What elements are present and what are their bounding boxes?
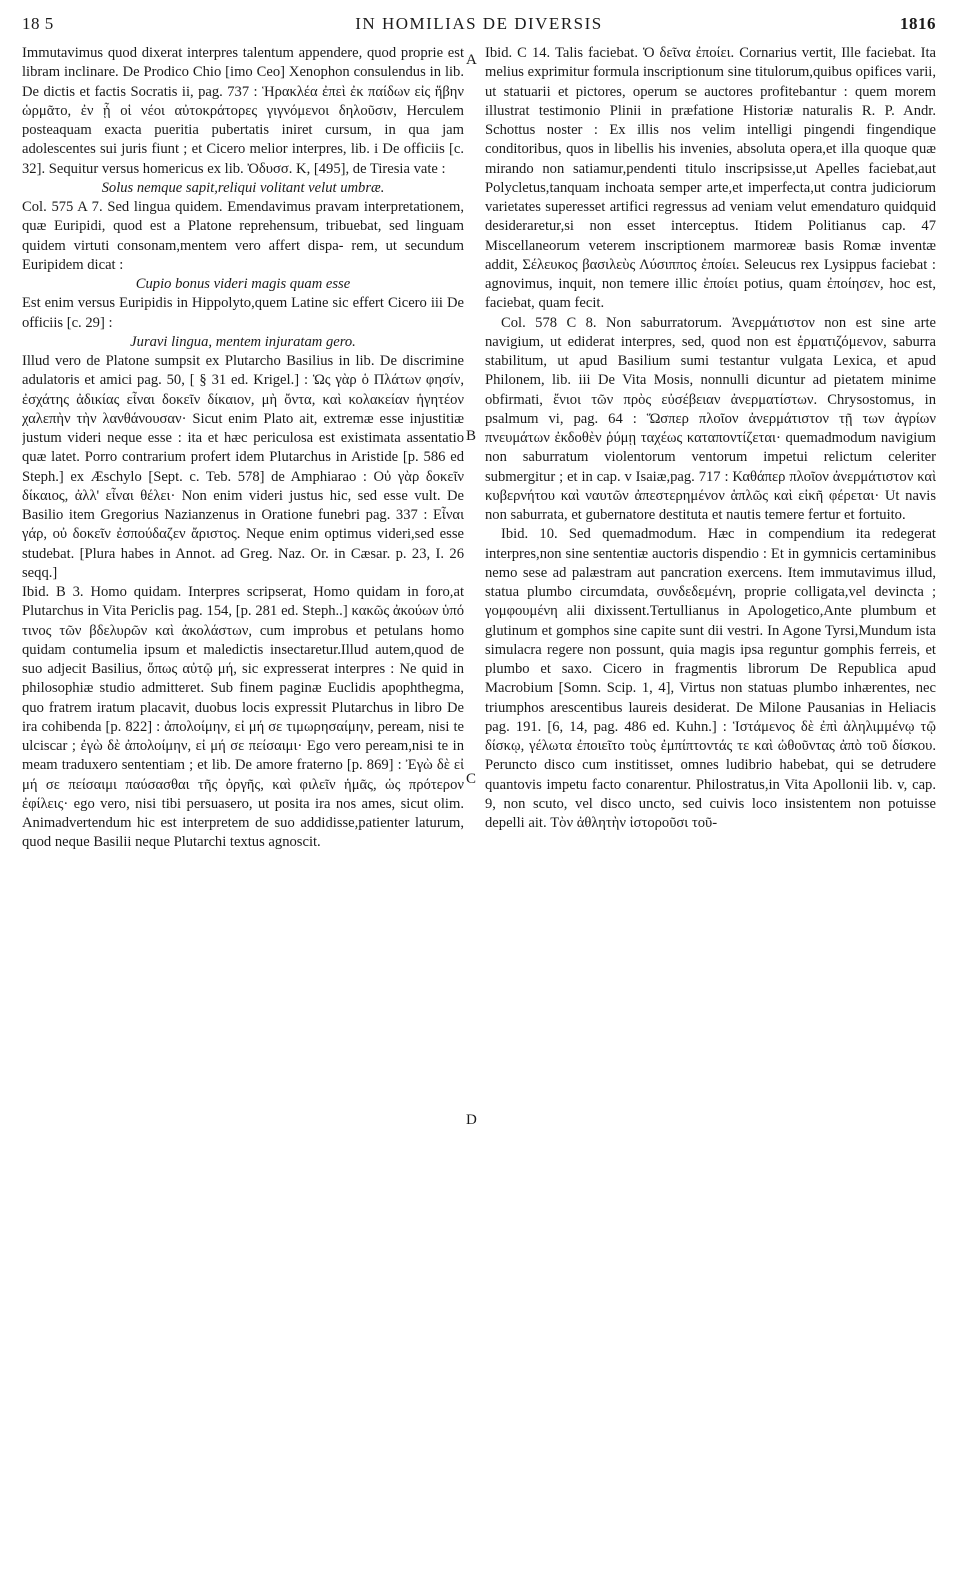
margin-mark-a: A — [466, 52, 477, 68]
paragraph: Col. 575 A 7. Sed lingua quidem. Emendavimus pravam interpretationem, quæ Euripidi, quod est a Platone reprehensum, tribuebat, sed linguam quidem virtuti consonam,mentem vero affert dispa- rem, ut secundum Euripidem dicat : — [22, 199, 464, 273]
paragraph: Col. 578 C 8. Non saburratorum. Ἀνερμάτιστον non est sine arte navigium, ut ediderat interpres, sed, quod non est ἑρματιζόμενον, saburra stabilitum, ut apud Basilium sumi testantur vulgata Lexica, et apud Philonem, lib. iii De Vita Mosis, nonnulli dicuntur ad pietatem minime obfirmati, ἔνιοι τῶν πρὸς εὐσέβειαν ἀνερματίστων. Chrysostomus, in psalmum vi, pag. 64 : Ὥσπερ πλοῖον ἀνερμάτιστον τῇ των ἀγρίων πνευμάτων ἐκδοθὲν ῥύμῃ ταχέως καταποντίζεται· quemadmodum navigium non saburratum violentorum ventorum impetui relictum celeriter submergitur ; et in cap. v Isaiæ,pag. 717 : Καθάπερ πλοῖον ἀνερμάτιστον καὶ κυβερνήτου καὶ ναυτῶν ἀπεστερημένον ἁπλῶς καὶ εἰκῆ φέρεται· Ut navis non saburrata, et gubernatore destituta et nautis temere fertur et fortuito. — [485, 314, 936, 523]
column-number: 1816 — [900, 14, 936, 33]
paragraph: Ibid. C 14. Talis faciebat. Ὁ δεῖνα ἐποίει. Cornarius vertit, Ille faciebat. Ita melius exprimitur formula inscriptionum sine titulorum,quibus opifices varii, ut statuarii et pictores, operum se auctores profitebantur : quem morem illustrat testimonio Plinii in præfatione Historiæ naturalis R. P. Andr. Schottus noster : Ex illis nos velim intelligi pingendi fingendique conditoribus, quos in libellis his invenies, absoluta opera,et illa quoque quæ mirando non satiamur,pendenti titulo inscripsisse,ut Apelles faciebat,aut Polycletus,tanquam inchoata semper arte,et imperfecta,ut contra judiciorum varietates superesset artifici regressus ad veniam velut emendaturo quidquid desideraretur,si non esset interceptus. Itidem Politianus cap. 47 Miscellaneorum veterem inscriptionem marmoreæ basis Romæ inventæ addit, Σέλευκος βασιλεὺς Λύσιππος ἐποίει. Seleucus rex Lysippus faciebat : agnovimus, inquit, non temere illic ἐποίει potius, quam ἐποίησεν, hoc est, faciebat, quam fecit. — [485, 45, 936, 312]
paragraph: Ibid. 10. Sed quemadmodum. Hæc in compendium ita redegerat interpres,non sine sententiæ auctoris dispendio : Et in gymnicis certaminibus nemo sese ad palæstram aut pancration exercens. Item immutavimus illud, statua plumbo circumdata, συνδεδεμένη, proprie colligata,vel devincta ; γομφουμένη alii dixissent.Tertullianus in Apologetico,Ante plumbum et glutinum et gomphos sine capite sunt dii vestri. In Agone Tyrsi,Mundum ista simulacra regere non possunt, quia magis ipsa reguntur gomphis ferreis, et plumbo et saxo. Cicero in fragmentis librorum De Republica apud Macrobium [Somn. Scip. 1, 4], Virtus non statuas plumbo inhærentes, nec triumphos arescentibus laureis desiderat. De Milone Pausanias in Heliacis pag. 191. [6, 14, pag. 486 ed. Kuhn.] : Ἱστάμενος δὲ ἐπὶ ἀληλιμμένῳ τῷ δίσκῳ, γέλωτα ἐποιεῖτο τοὺς ἐμπίπτοντάς τε καὶ ὠθοῦντας ἀπὸ τοῦ δίσκου. Peruncto disco cum institisset, omnes ludibrio habebat, qui se detrudere quantovis impetu facto conarentur. Philostratus,in Vita Apollonii lib. v, cap. 9, non scuto, vel disco uncto, sed cuivis loco insistentem non potuisse depelli ait. Τὸν ἀθλητὴν ἱστοροῦσι τοῦ- — [485, 526, 936, 831]
running-title: IN HOMILIAS DE DIVERSIS — [355, 14, 603, 33]
paragraph: Est enim versus Euripidis in Hippolyto,quem Latine sic effert Cicero iii De officiis [c. 29] : — [22, 295, 464, 331]
right-column — [485, 44, 936, 1554]
verse-quote: Juravi lingua, mentem injuratam gero. — [130, 333, 356, 350]
paragraph: Illud vero de Platone sumpsit ex Plutarcho Basilius in lib. De discrimine adulatoris et amici pag. 50, [ § 31 ed. Krigel.] : Ὡς γὰρ ὁ Πλάτων φησίν, ἐσχάτης ἀδικίας εἶναι δοκεῖν δίκαιον, μὴ ὄντα, καὶ κολακείαν ἡγητέον χαλεπὴν τὴν λανθάνουσαν· Sicut enim Plato ait, extremæ esse injustitiæ justum videri neque esse : ita et hæc periculosa est existimata assentatio quæ latet. Porro contrarium profert idem Plutarchus in Aristide [p. 586 ed Steph.] ex Æschylo [Sept. c. Teb. 578] de Amphiarao : Οὐ γὰρ δοκεῖν δίκαιος, ἀλλ' εἶναι θέλει· Non enim videri justus hic, sed esse vult. De Basilio item Gregorius Nazianzenus in Oratione funebri pag. 337 : Εἶναι γάρ, οὐ δοκεῖν ἐσπούδαζεν ἄριστος. Neque enim optimus videri,sed esse studebat. [Plura habes in Annot. ad Greg. Naz. Or. in Cæsar. p. 23, I. 26 seqq.] — [22, 353, 464, 581]
margin-mark-b: B — [466, 428, 477, 444]
left-column — [22, 44, 464, 1554]
verse-quote: Cupio bonus videri magis quam esse — [135, 276, 351, 292]
page-number-left: 18 5 — [22, 14, 54, 33]
paragraph: Immutavimus quod dixerat interpres talentum appendere, quod proprie est libram inclinare. De Prodico Chio [imo Ceo] Xenophon consulendus in lib. De dictis et factis Socratis ii, pag. 737 : Ἡρακλέα ἐπεὶ ἐκ παίδων εἰς ἥβην ὡρμᾶτο, ἐν ᾗ οἱ νέοι αὐτοκράτορες γιγνόμενοι δηλοῦσιν, Herculem posteaquam exacta pueritia pubertatis iniret cursum, in qua jam adolescentes sui juris fiunt ; et Cicero melior interpres, lib. i De officiis [c. 32]. Sequitur versus homericus ex lib. Ὀδυσσ. Κ, [495], de Tiresia vate : — [22, 45, 464, 177]
paragraph: Ibid. B 3. Homo quidam. Interpres scripserat, Homo quidam in foro,at Plutarchus in Vita Periclis pag. 154, [p. 281 ed. Steph..] κακῶς ἀκούων ὑπό τινος τῶν βδελυρῶν καὶ ἀκολάστων, cum improbus et petulans homo quidam contumelia ipsum et maledictis insectaretur.Illud autem,quod de suo adjecit Basilius, ὅπως αὐτῷ μή, sic expresserat interpres : Ne quid in philosophiæ studio admitteret. Sub finem paginæ Euclidis apophthegma, quo fratrem iratum placavit, duobus locis expressit Plutarchus in libro De ira cohibenda [p. 822] : ἀπολοίμην, εἰ μή σε τιμωρησαίμην, peream, nisi te ulciscar ; ἐγὼ δὲ ἀπολοίμην, εἰ μή σε πείσαιμι· Ego vero peream,nisi te in meam traduxero sententiam ; et lib. De amore fraterno [p. 869] : Ἐγὼ δὲ εἰ μή σε πείσαιμι παύσασθαι τῆς ὀργῆς, καὶ φιλεῖν ἡμᾶς, ὡς πρότερον ἐφίλεις· ego vero, nisi tibi persuasero, ut posita ira nos ames, sicut olim. Animadvertendum hic est interpretem de suo addidisse,patienter laturum, quod neque Basilii neque Plutarchi textus agnoscit. — [22, 584, 464, 851]
margin-mark-d: D — [466, 1112, 477, 1128]
margin-mark-c: C — [466, 771, 477, 787]
page-header — [22, 14, 936, 38]
verse-quote: Solus nemque sapit,reliqui volitant velut umbræ. — [101, 179, 385, 196]
